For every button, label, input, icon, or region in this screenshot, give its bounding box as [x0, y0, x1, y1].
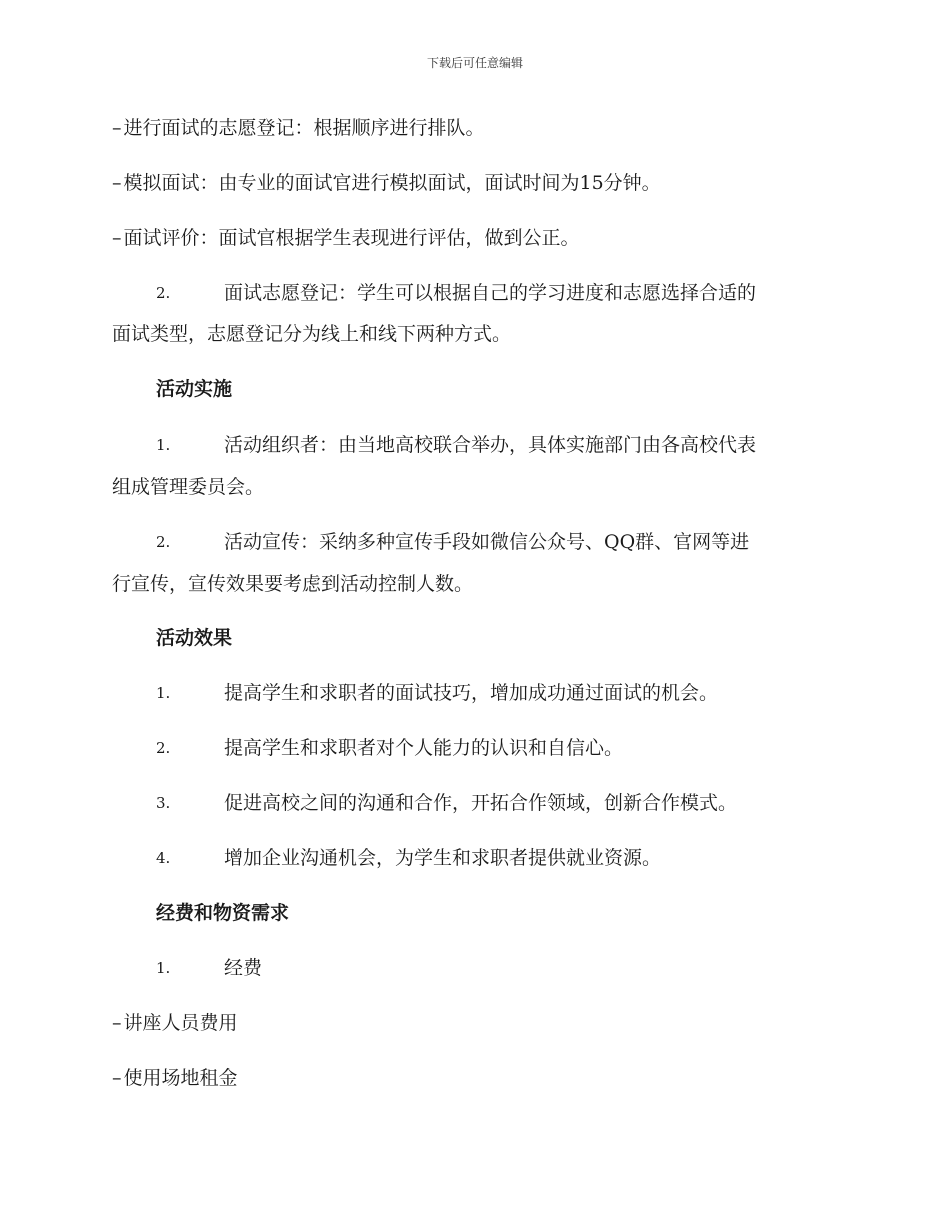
list-item-text: 活动组织者：由当地高校联合举办，具体实施部门由各高校代表 — [224, 434, 757, 456]
dash-marker: – — [112, 1012, 122, 1034]
list-item-text: 经费 — [224, 957, 263, 979]
list-item-continuation: 行宣传，宣传效果要考虑到活动控制人数。 — [112, 573, 474, 595]
list-item-text: 提高学生和求职者的面试技巧，增加成功通过面试的机会。 — [224, 682, 719, 704]
section-heading: 活动实施 — [156, 378, 233, 400]
list-number: 1. — [156, 959, 171, 977]
bullet-text: 使用场地租金 — [123, 1067, 238, 1089]
bullet-text: 面试评价：面试官根据学生表现进行评估，做到公正。 — [123, 227, 580, 249]
bullet-line — [112, 226, 580, 250]
section-heading: 活动效果 — [156, 627, 233, 649]
dash-marker: – — [112, 172, 122, 194]
list-number: 1. — [156, 684, 171, 702]
list-item-text: 提高学生和求职者对个人能力的认识和自信心。 — [224, 737, 624, 759]
bullet-line — [112, 1066, 238, 1090]
list-number: 1. — [156, 436, 171, 454]
dash-marker: – — [112, 227, 122, 249]
list-item-continuation: 组成管理委员会。 — [112, 476, 265, 498]
bullet-line — [112, 1011, 238, 1035]
list-number: 2. — [156, 533, 171, 551]
dash-marker: – — [112, 1067, 122, 1089]
list-item-continuation: 面试类型，志愿登记分为线上和线下两种方式。 — [112, 323, 512, 345]
bullet-text: 讲座人员费用 — [123, 1012, 238, 1034]
list-number: 2. — [156, 284, 171, 302]
list-item-text: 增加企业沟通机会，为学生和求职者提供就业资源。 — [224, 847, 662, 869]
bullet-text: 模拟面试：由专业的面试官进行模拟面试，面试时间为15分钟。 — [123, 172, 661, 194]
list-number: 3. — [156, 794, 171, 812]
page-header: 下载后可任意编辑 — [426, 56, 523, 70]
list-item-text: 面试志愿登记：学生可以根据自己的学习进度和志愿选择合适的 — [224, 282, 757, 304]
list-number: 4. — [156, 849, 171, 867]
bullet-line — [112, 116, 485, 140]
list-number: 2. — [156, 739, 171, 757]
list-item-text: 活动宣传：采纳多种宣传手段如微信公众号、QQ群、官网等进 — [224, 531, 750, 553]
dash-marker: – — [112, 117, 122, 139]
section-heading: 经费和物资需求 — [156, 902, 290, 924]
bullet-text: 进行面试的志愿登记：根据顺序进行排队。 — [123, 117, 485, 139]
list-item-text: 促进高校之间的沟通和合作，开拓合作领域，创新合作模式。 — [224, 792, 738, 814]
bullet-line — [112, 171, 661, 195]
